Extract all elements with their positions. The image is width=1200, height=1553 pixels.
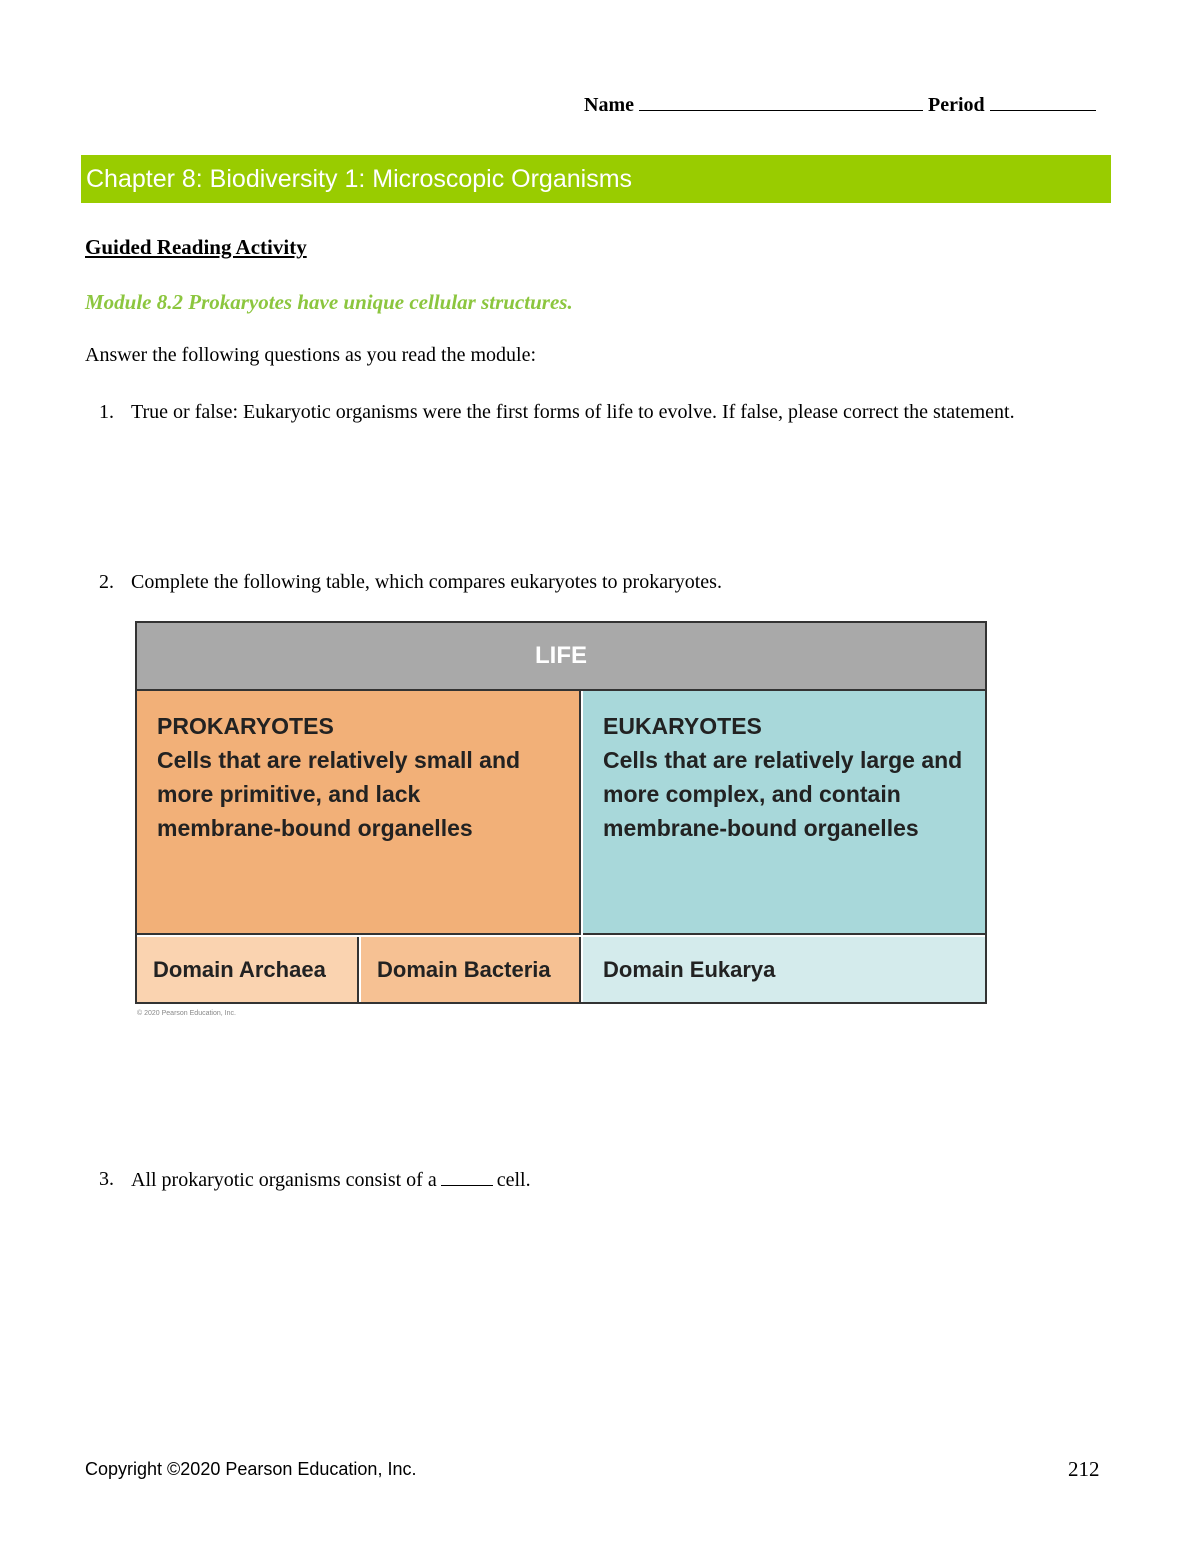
prokaryotes-description: Cells that are relatively small and more primitive, and lack membrane-bound organelles [157,747,521,841]
question-number: 3. [99,1168,114,1190]
chapter-banner [81,155,1111,203]
answer-blank[interactable] [441,1165,493,1186]
domain-bacteria: Domain Bacteria [361,937,581,1002]
life-classification-figure [135,621,987,1004]
module-title: Module 8.2 Prokaryotes have unique cellular structures. [85,290,573,314]
question-text [131,1165,1115,1195]
question-text: True or false: Eukaryotic organisms were the first forms of life to evolve. If false, please correct the statement. [131,401,1015,423]
domain-eukarya: Domain Eukarya [583,937,985,1002]
question-number: 2. [99,571,114,593]
question-number: 1. [99,401,114,423]
name-label: Name [584,94,634,116]
name-field[interactable] [639,90,923,111]
domain-archaea: Domain Archaea [137,937,359,1002]
intro-text: Answer the following questions as you read the module: [85,344,537,366]
period-label: Period [927,94,985,116]
prokaryotes-box [137,691,581,935]
question-2 [99,568,1115,597]
question-3 [99,1165,1115,1195]
page-number: 212 [1068,1457,1100,1481]
question-1 [99,398,1115,427]
question-text: Complete the following table, which compares eukaryotes to prokaryotes. [131,571,722,593]
chapter-title: Chapter 8: Biodiversity 1: Microscopic Organisms [86,164,633,193]
figure-credit: © 2020 Pearson Education, Inc. [137,1010,236,1017]
section-title: Guided Reading Activity [85,235,307,259]
copyright-footer: Copyright ©2020 Pearson Education, Inc. [85,1459,417,1479]
period-field[interactable] [990,90,1096,111]
question-text-before: All prokaryotic organisms consist of a [131,1169,437,1191]
eukaryotes-heading: EUKARYOTES [603,713,762,739]
question-text-after: cell. [496,1169,531,1191]
prokaryotes-heading: PROKARYOTES [157,713,334,739]
eukaryotes-description: Cells that are relatively large and more complex, and contain membrane-bound organelles [603,747,963,841]
eukaryotes-box [583,691,985,935]
life-header: LIFE [137,623,985,691]
name-period-line [584,90,1096,117]
